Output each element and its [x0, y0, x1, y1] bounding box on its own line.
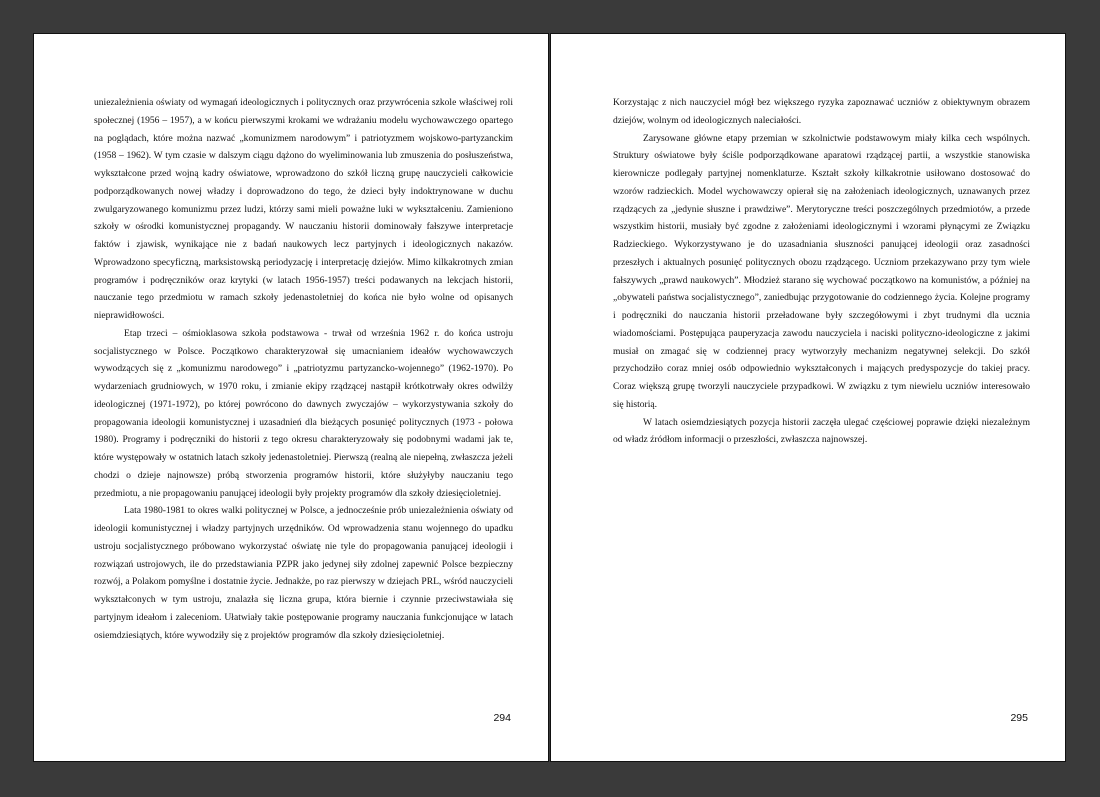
- paragraph: Etap trzeci – ośmioklasowa szkoła podstawowa - trwał od września 1962 r. do końca ustroju socjalistycznego w Polsce. Początkowo charakteryzował się umacnianiem ideałów wychowawczych wywodzących się z „komunizmu narodowego” i „patriotyzmu partyzancko-wojennego” (1962-1970). Po wydarzeniach grudniowych, w 1970 roku, i zmianie ekipy rządzącej nastąpił krótkotrwały okres odwilży ideologicznej (1971-1972), po której powrócono do dawnych zwyczajów – wykorzystywania szkoły do propagowania ideologii komunistycznej i uzasadnień dla bieżących posunięć politycznych (1973 - połowa 1980). Programy i podręczniki do historii z tego okresu charakteryzowały się podobnymi wadami jak te, które występowały w ostatnich latach szkoły jedenastoletniej. Pierwszą (realną ale niepełną, zwłaszcza jeżeli chodzi o dzieje najnowsze) próbą stworzenia programów historii, które służyłyby nauczaniu tego przedmiotu, a nie propagowaniu panującej ideologii były projekty programów dla szkoły dziesięcioletniej.: [94, 327, 513, 499]
- paragraph: Zarysowane główne etapy przemian w szkolnictwie podstawowym miały kilka cech wspólnych. Struktury oświatowe były ściśle podporządkowane aparatowi rządzącej partii, a wszystkie stanowiska kierownicze podlegały partyjnej nomenklaturze. Kształt szkoły kilkakrotnie usiłowano dostosować do wzorów radzieckich. Model wychowawczy opierał się na założeniach ideologicznych, uznawanych przez rządzących za „jedynie słuszne i prawdziwe”. Merytoryczne treści poszczególnych przedmiotów, a przede wszystkim historii, musiały być zgodne z założeniami ideologicznymi i wzorami płynącymi ze Związku Radzieckiego. Wykorzystywano je do uzasadniania słuszności panującej ideologii oraz zasadności przeszłych i aktualnych posunięć politycznych obozu rządzącego. Uczniom przekazywano przy tym wiele fałszywych „prawd naukowych”. Młodzież starano się wychować początkowo na komunistów, a później na „obywateli państwa socjalistycznego”, zaniedbując przygotowanie do codziennego życia. Kolejne programy i podręczniki do nauczania historii przeładowane były szczegółowymi i zbyt trudnymi dla ucznia wiadomościami. Postępująca pauperyzacja zawodu nauczyciela i naciski polityczno-ideologiczne z jakimi musiał on zmagać się w codziennej pracy wytworzyły mechanizm negatywnej selekcji. Do szkół przychodziło coraz mniej osób odpowiednio wykształconych i mających predyspozycje do takiej pracy. Coraz większą grupę tworzyli nauczyciele przypadkowi. W związku z tym niewielu uczniów interesowało się historią.: [613, 132, 1030, 410]
- left-page: [33, 33, 549, 762]
- left-page-text: [94, 94, 513, 644]
- paragraph: uniezależnienia oświaty od wymagań ideologicznych i politycznych oraz przywrócenia szkole właściwej roli społecznej (1956 – 1957), a w końcu pierwszymi krokami we wdrażaniu modelu wychowawczego opartego na poglądach, które można nazwać „komunizmem narodowym” i patriotyzmem wojskowo-partyzanckim (1958 – 1962). W tym czasie w dalszym ciągu dążono do wyeliminowania lub zmuszenia do posłuszeństwa, wykształcone przed wojną kadry oświatowe, wprowadzono do szkół liczną grupę nauczycieli całkowicie podporządkowanych nowej władzy i doprowadzono do tego, że dzieci były indoktrynowane w duchu zwulgaryzowanego komunizmu przez ludzi, którzy sami mieli poważne luki w wykształceniu. Zamieniono szkoły w ośrodki komunistycznej propagandy. W nauczaniu historii dominowały fałszywe interpretacje faktów i zjawisk, wynikające nie z badań naukowych lecz partyjnych i ideologicznych nakazów. Wprowadzono specyficzną, marksistowską periodyzację i interpretację dziejów. Mimo kilkakrotnych zmian programów i podręczników oraz krytyki (w latach 1956-1957) treści podawanych na lekcjach historii, nauczanie tego przedmiotu w ramach szkoły jedenastoletniej do końca nie było wolne od opisanych nieprawidłowości.: [94, 97, 513, 321]
- paragraph: Korzystając z nich nauczyciel mógł bez większego ryzyka zapoznawać uczniów z obiektywnym obrazem dziejów, wolnym od ideologicznych naleciałości.: [613, 97, 1030, 126]
- paragraph: Lata 1980-1981 to okres walki politycznej w Polsce, a jednocześnie prób uniezależnienia oświaty od ideologii komunistycznej i władzy partyjnych urzędników. Od wprowadzenia stanu wojennego do upadku ustroju socjalistycznego próbowano wykorzystać oświatę nie tyle do propagowania panującej ideologii i rozwiązań ustrojowych, ile do przedstawiania PZPR jako jedynej siły zdolnej zapewnić Polsce bezpieczny rozwój, a Polakom pomyślne i dostatnie życie. Jednakże, po raz pierwszy w dziejach PRL, wśród nauczycieli wykształconych w tym ustroju, znalazła się liczna grupa, która biernie i czynnie przeciwstawiała się partyjnym ideałom i zaleceniom. Ułatwiały takie postępowanie programy nauczania funkcjonujące w latach osiemdziesiątych, które wywodziły się z projektów programów dla szkoły dziesięcioletniej.: [94, 505, 513, 641]
- page-number: 295: [1010, 712, 1028, 724]
- right-page-text: [613, 94, 1030, 449]
- page-number: 294: [493, 712, 511, 724]
- paragraph: W latach osiemdziesiątych pozycja historii zaczęła ulegać częściowej poprawie dzięki niezależnym od władz źródłom informacji o przeszłości, zwłaszcza najnowszej.: [613, 416, 1030, 446]
- right-page: [550, 33, 1066, 762]
